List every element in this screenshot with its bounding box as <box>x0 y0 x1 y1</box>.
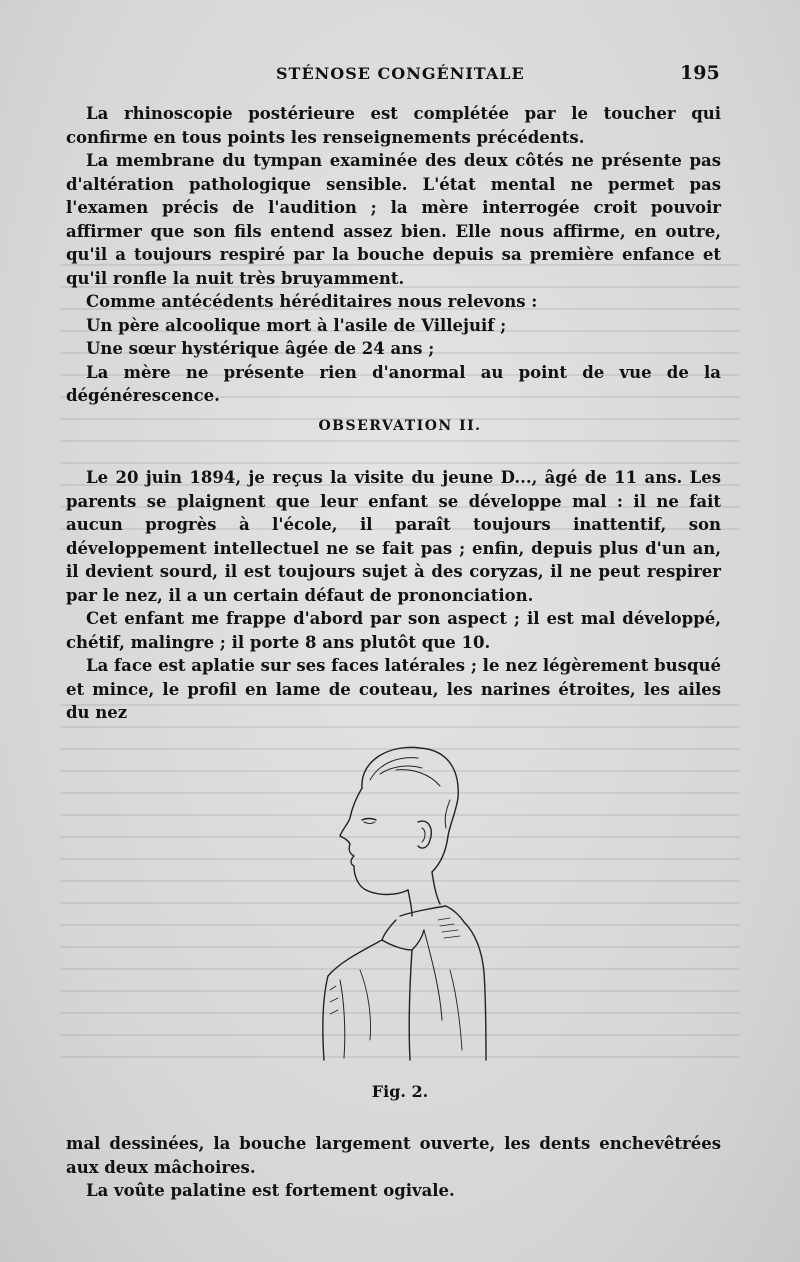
portrait-illustration <box>300 740 500 1075</box>
text-block-2 <box>66 466 721 725</box>
page-number: 195 <box>680 62 720 84</box>
paragraph: La voûte palatine est fortement ogivale. <box>86 1181 455 1200</box>
text-block-1 <box>66 102 721 408</box>
paragraph: Une sœur hystérique âgée de 24 ans ; <box>86 339 435 358</box>
running-title: STÉNOSE CONGÉNITALE <box>276 64 525 83</box>
page-header <box>0 62 800 92</box>
paragraph: La face est aplatie sur ses faces latérales ; le nez légèrement busqué et mince, le profil en lame de couteau, les narines étroites, les ailes du nez <box>66 656 721 722</box>
paragraph: mal dessinées, la bouche largement ouverte, les dents enchevêtrées aux deux mâchoires. <box>66 1134 721 1177</box>
paragraph: La membrane du tympan examinée des deux côtés ne présente pas d'altération pathologique sensible. L'état mental ne permet pas l'examen précis de l'audition ; la mère interrogée croit pouvoir affirmer que son fils entend assez bien. Elle nous affirme, en outre, qu'il a toujours respiré par la bouche depuis sa première enfance et qu'il ronfle la nuit très bruyamment. <box>66 151 721 288</box>
text-block-3 <box>66 1132 721 1203</box>
paragraph: Cet enfant me frappe d'abord par son aspect ; il est mal développé, chétif, malingre ; il porte 8 ans plutôt que 10. <box>66 609 721 652</box>
paragraph: La rhinoscopie postérieure est complétée par le toucher qui confirme en tous points les renseignements précédents. <box>66 104 721 147</box>
figure-caption: Fig. 2. <box>371 1082 429 1101</box>
paragraph: La mère ne présente rien d'anormal au point de vue de la dégénérescence. <box>66 362 721 405</box>
paragraph: Le 20 juin 1894, je reçus la visite du jeune D..., âgé de 11 ans. Les parents se plaignent que leur enfant se développe mal : il ne fait aucun progrès à l'école, il paraît toujours inattentif, son développement intellectuel ne se fait pas ; enfin, depuis plus d'un an, il devient sourd, il est toujours sujet à des coryzas, il ne peut respirer par le nez, il a un certain défaut de prononciation. <box>66 468 721 605</box>
observation-heading: OBSERVATION II. <box>318 418 482 434</box>
paragraph: Un père alcoolique mort à l'asile de Villejuif ; <box>86 315 507 335</box>
paragraph: Comme antécédents héréditaires nous relevons : <box>86 292 538 311</box>
